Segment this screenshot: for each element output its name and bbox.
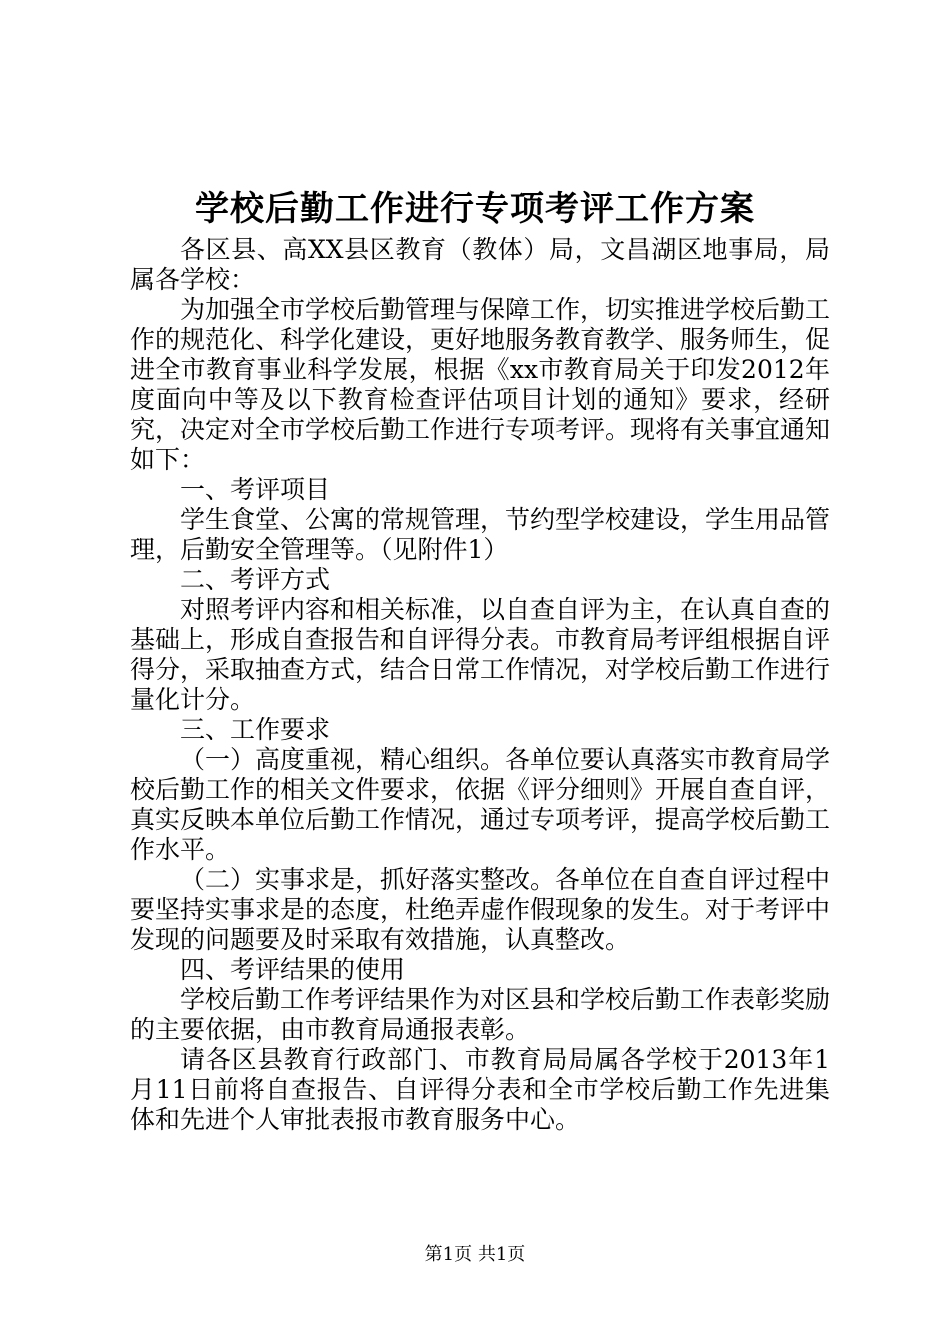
- section-evaluation-items: [130, 475, 830, 565]
- section-paragraph: 对照考评内容和相关标准，以自查自评为主，在认真自查的基础上，形成自查报告和自评得分表。市教育局考评组根据自评得分，采取抽查方式，结合日常工作情况，对学校后勤工作进行量化计分。: [130, 595, 831, 714]
- section-heading: 二、考评方式: [180, 565, 331, 594]
- document-body: [130, 235, 830, 1135]
- requirement-paragraph: （一）高度重视，精心组织。各单位要认真落实市教育局学校后勤工作的相关文件要求，依据《评分细则》开展自查自评，真实反映本单位后勤工作情况，通过专项考评，提高学校后勤工作水平。: [130, 745, 831, 864]
- page-number-footer: 第1页 共1页: [424, 1244, 526, 1265]
- section-work-requirements: [130, 715, 830, 955]
- intro-paragraph: 为加强全市学校后勤管理与保障工作，切实推进学校后勤工作的规范化、科学化建设，更好地服务教育教学、服务师生，促进全市教育事业科学发展，根据《xx市教育局关于印发2012年度面向中等及以下教育检查评估项目计划的通知》要求，经研究，决定对全市学校后勤工作进行专项考评。现将有关事宜通知如下：: [130, 295, 831, 474]
- section-paragraph: 学生食堂、公寓的常规管理，节约型学校建设，学生用品管理，后勤安全管理等。（见附件1）: [130, 505, 831, 564]
- section-evaluation-method: [130, 565, 830, 715]
- section-heading: 四、考评结果的使用: [180, 955, 406, 984]
- section-result-use: [130, 955, 830, 1045]
- addressee-paragraph: 各区县、高XX县区教育（教体）局，文昌湖区地事局，局属各学校：: [130, 235, 830, 294]
- section-heading: 一、考评项目: [180, 475, 331, 504]
- section-paragraph: 学校后勤工作考评结果作为对区县和学校后勤工作表彰奖励的主要依据，由市教育局通报表彰。: [130, 985, 831, 1044]
- requirement-paragraph: （二）实事求是，抓好落实整改。各单位在自查自评过程中要坚持实事求是的态度，杜绝弄虚作假现象的发生。对于考评中发现的问题要及时采取有效措施，认真整改。: [130, 865, 831, 954]
- section-heading: 三、工作要求: [180, 715, 331, 744]
- closing-paragraph: 请各区县教育行政部门、市教育局局属各学校于2013年1月11日前将自查报告、自评得分表和全市学校后勤工作先进集体和先进个人审批表报市教育服务中心。: [130, 1045, 830, 1134]
- document-title: 学校后勤工作进行专项考评工作方案: [195, 189, 755, 229]
